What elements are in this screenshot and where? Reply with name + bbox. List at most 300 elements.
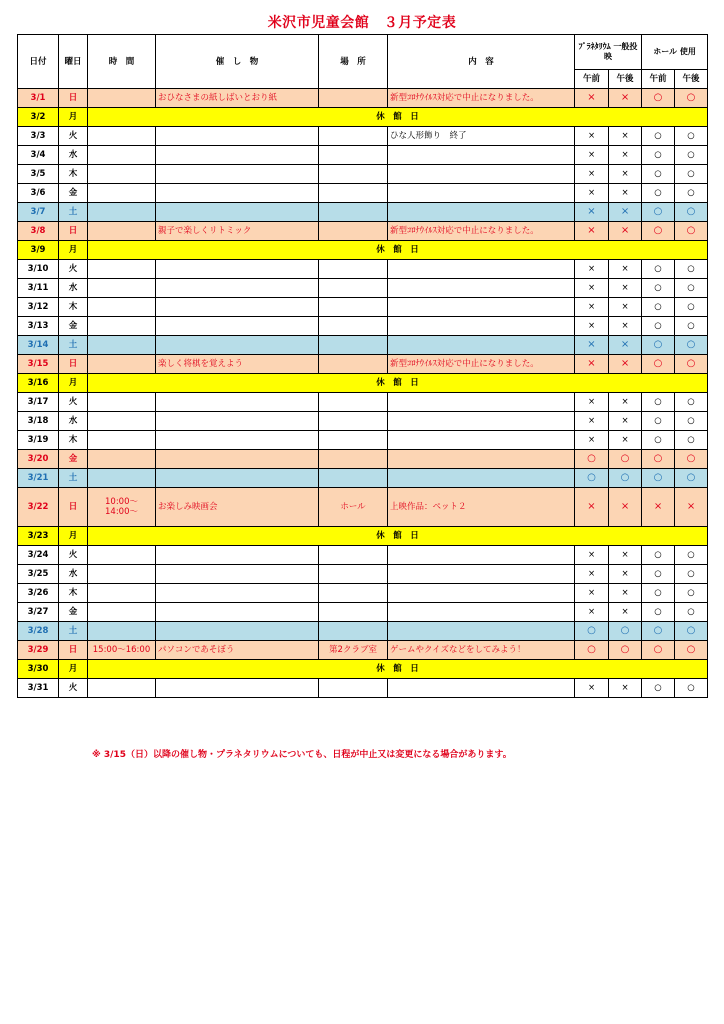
table-row: [18, 469, 708, 488]
table-row: [18, 108, 708, 127]
dow-cell: 月: [59, 527, 88, 546]
planetarium-am-mark: ×: [575, 146, 609, 165]
event-cell: お楽しみ映画会: [156, 488, 319, 527]
planetarium-am-mark: ×: [575, 203, 609, 222]
planetarium-pm-mark: ×: [609, 355, 642, 374]
time-cell: [88, 89, 156, 108]
planetarium-am-mark: ×: [575, 565, 609, 584]
event-cell: [156, 260, 319, 279]
date-cell: 3/28: [18, 622, 59, 641]
event-cell: [156, 146, 319, 165]
planetarium-pm-mark: ×: [609, 165, 642, 184]
time-cell: [88, 298, 156, 317]
content-cell: [388, 298, 575, 317]
time-cell: [88, 393, 156, 412]
dow-cell: 木: [59, 584, 88, 603]
hall-am-mark: ○: [642, 260, 675, 279]
planetarium-am-mark: ×: [575, 165, 609, 184]
hall-am-mark: ○: [642, 355, 675, 374]
event-cell: [156, 412, 319, 431]
dow-cell: 土: [59, 336, 88, 355]
planetarium-pm-mark: ×: [609, 146, 642, 165]
place-cell: [319, 89, 388, 108]
planetarium-pm-mark: ○: [609, 450, 642, 469]
hall-pm-mark: ○: [675, 565, 708, 584]
hall-pm-mark: ○: [675, 298, 708, 317]
hall-am-mark: ○: [642, 622, 675, 641]
place-cell: [319, 127, 388, 146]
hall-am-mark: ○: [642, 565, 675, 584]
date-cell: 3/11: [18, 279, 59, 298]
closed-label: 休 館 日: [88, 241, 708, 260]
hall-am-mark: ○: [642, 584, 675, 603]
hall-am-mark: ○: [642, 184, 675, 203]
dow-cell: 月: [59, 241, 88, 260]
table-row: [18, 603, 708, 622]
hall-pm-mark: ○: [675, 89, 708, 108]
table-row: [18, 127, 708, 146]
header-planetarium-am: 午前: [575, 70, 609, 89]
date-cell: 3/24: [18, 546, 59, 565]
hall-am-mark: ○: [642, 203, 675, 222]
place-cell: [319, 622, 388, 641]
date-cell: 3/30: [18, 660, 59, 679]
place-cell: [319, 679, 388, 698]
place-cell: [319, 146, 388, 165]
closed-label: 休 館 日: [88, 527, 708, 546]
planetarium-am-mark: ×: [575, 127, 609, 146]
event-cell: [156, 565, 319, 584]
time-cell: [88, 622, 156, 641]
planetarium-pm-mark: ×: [609, 584, 642, 603]
place-cell: [319, 412, 388, 431]
planetarium-pm-mark: ×: [609, 260, 642, 279]
hall-am-mark: ○: [642, 165, 675, 184]
hall-pm-mark: ○: [675, 469, 708, 488]
dow-cell: 木: [59, 431, 88, 450]
time-cell: [88, 431, 156, 450]
place-cell: [319, 546, 388, 565]
place-cell: [319, 355, 388, 374]
planetarium-pm-mark: ×: [609, 279, 642, 298]
closed-label: 休 館 日: [88, 660, 708, 679]
content-cell: ひな人形飾り 終了: [388, 127, 575, 146]
hall-am-mark: ○: [642, 336, 675, 355]
planetarium-am-mark: ×: [575, 222, 609, 241]
time-cell: [88, 679, 156, 698]
date-cell: 3/15: [18, 355, 59, 374]
planetarium-pm-mark: ×: [609, 184, 642, 203]
place-cell: [319, 469, 388, 488]
header-planetarium-pm: 午後: [609, 70, 642, 89]
date-cell: 3/6: [18, 184, 59, 203]
date-cell: 3/18: [18, 412, 59, 431]
header-dow: 曜日: [59, 35, 88, 89]
dow-cell: 火: [59, 546, 88, 565]
date-cell: 3/8: [18, 222, 59, 241]
place-cell: [319, 393, 388, 412]
content-cell: [388, 412, 575, 431]
hall-am-mark: ×: [642, 488, 675, 527]
planetarium-pm-mark: ×: [609, 298, 642, 317]
header-event: 催 し 物: [156, 35, 319, 89]
table-row: [18, 279, 708, 298]
content-cell: [388, 260, 575, 279]
event-cell: [156, 450, 319, 469]
planetarium-pm-mark: ×: [609, 546, 642, 565]
schedule-table: [17, 34, 708, 698]
planetarium-pm-mark: ×: [609, 89, 642, 108]
place-cell: [319, 317, 388, 336]
planetarium-am-mark: ×: [575, 584, 609, 603]
table-row: [18, 450, 708, 469]
time-cell: [88, 317, 156, 336]
place-cell: [319, 203, 388, 222]
planetarium-am-mark: ×: [575, 393, 609, 412]
date-cell: 3/20: [18, 450, 59, 469]
dow-cell: 月: [59, 108, 88, 127]
time-cell: [88, 450, 156, 469]
content-cell: [388, 203, 575, 222]
hall-pm-mark: ○: [675, 622, 708, 641]
dow-cell: 日: [59, 355, 88, 374]
hall-am-mark: ○: [642, 89, 675, 108]
event-cell: おひなさまの紙しばいとおり紙: [156, 89, 319, 108]
hall-pm-mark: ○: [675, 584, 708, 603]
hall-am-mark: ○: [642, 222, 675, 241]
hall-am-mark: ○: [642, 412, 675, 431]
content-cell: [388, 165, 575, 184]
time-cell: [88, 584, 156, 603]
header-row: [18, 35, 708, 70]
table-row: [18, 584, 708, 603]
time-cell: [88, 336, 156, 355]
content-cell: [388, 393, 575, 412]
dow-cell: 水: [59, 279, 88, 298]
header-hall-pm: 午後: [675, 70, 708, 89]
dow-cell: 月: [59, 374, 88, 393]
hall-pm-mark: ○: [675, 412, 708, 431]
table-row: [18, 488, 708, 527]
hall-pm-mark: ○: [675, 260, 708, 279]
place-cell: [319, 450, 388, 469]
time-cell: [88, 203, 156, 222]
hall-pm-mark: ○: [675, 127, 708, 146]
dow-cell: 水: [59, 146, 88, 165]
table-row: [18, 374, 708, 393]
hall-am-mark: ○: [642, 679, 675, 698]
hall-am-mark: ○: [642, 546, 675, 565]
hall-pm-mark: ○: [675, 450, 708, 469]
event-cell: 親子で楽しくリトミック: [156, 222, 319, 241]
content-cell: 上映作品：ペット２: [388, 488, 575, 527]
table-row: [18, 641, 708, 660]
date-cell: 3/19: [18, 431, 59, 450]
planetarium-am-mark: ×: [575, 184, 609, 203]
planetarium-am-mark: ×: [575, 336, 609, 355]
planetarium-am-mark: ×: [575, 412, 609, 431]
time-cell: [88, 279, 156, 298]
time-cell: [88, 222, 156, 241]
hall-pm-mark: ○: [675, 641, 708, 660]
time-cell: [88, 355, 156, 374]
time-cell: [88, 469, 156, 488]
content-cell: [388, 622, 575, 641]
place-cell: [319, 298, 388, 317]
date-cell: 3/10: [18, 260, 59, 279]
planetarium-am-mark: ×: [575, 603, 609, 622]
date-cell: 3/23: [18, 527, 59, 546]
content-cell: [388, 317, 575, 336]
hall-am-mark: ○: [642, 469, 675, 488]
time-cell: [88, 146, 156, 165]
date-cell: 3/27: [18, 603, 59, 622]
table-row: [18, 679, 708, 698]
content-cell: 新型ｺﾛﾅｳｲﾙｽ対応で中止になりました。: [388, 222, 575, 241]
dow-cell: 木: [59, 165, 88, 184]
time-cell: [88, 546, 156, 565]
place-cell: [319, 260, 388, 279]
hall-pm-mark: ○: [675, 679, 708, 698]
hall-am-mark: ○: [642, 127, 675, 146]
header-time: 時 間: [88, 35, 156, 89]
table-row: [18, 222, 708, 241]
planetarium-pm-mark: ○: [609, 641, 642, 660]
hall-pm-mark: ○: [675, 184, 708, 203]
hall-pm-mark: ○: [675, 279, 708, 298]
event-cell: [156, 469, 319, 488]
place-cell: [319, 165, 388, 184]
event-cell: [156, 546, 319, 565]
planetarium-am-mark: ○: [575, 469, 609, 488]
event-cell: [156, 317, 319, 336]
event-cell: 楽しく将棋を覚えよう: [156, 355, 319, 374]
table-row: [18, 355, 708, 374]
table-row: [18, 89, 708, 108]
event-cell: [156, 679, 319, 698]
time-cell: 10:00～ 14:00～: [88, 488, 156, 527]
dow-cell: 日: [59, 89, 88, 108]
planetarium-pm-mark: ×: [609, 565, 642, 584]
hall-am-mark: ○: [642, 317, 675, 336]
table-row: [18, 527, 708, 546]
page-title: 米沢市児童会館 ３月予定表: [267, 15, 457, 31]
date-cell: 3/3: [18, 127, 59, 146]
planetarium-am-mark: ×: [575, 279, 609, 298]
date-cell: 3/21: [18, 469, 59, 488]
table-row: [18, 565, 708, 584]
content-cell: [388, 565, 575, 584]
date-cell: 3/26: [18, 584, 59, 603]
planetarium-pm-mark: ×: [609, 679, 642, 698]
hall-pm-mark: ×: [675, 488, 708, 527]
dow-cell: 火: [59, 679, 88, 698]
date-cell: 3/9: [18, 241, 59, 260]
hall-pm-mark: ○: [675, 146, 708, 165]
closed-label: 休 館 日: [88, 108, 708, 127]
table-row: [18, 203, 708, 222]
date-cell: 3/14: [18, 336, 59, 355]
table-row: [18, 241, 708, 260]
header-place: 場 所: [319, 35, 388, 89]
event-cell: [156, 431, 319, 450]
hall-am-mark: ○: [642, 641, 675, 660]
time-cell: 15:00～16:00: [88, 641, 156, 660]
content-cell: [388, 603, 575, 622]
planetarium-am-mark: ×: [575, 488, 609, 527]
hall-pm-mark: ○: [675, 222, 708, 241]
place-cell: [319, 279, 388, 298]
date-cell: 3/31: [18, 679, 59, 698]
dow-cell: 火: [59, 260, 88, 279]
content-cell: 新型ｺﾛﾅｳｲﾙｽ対応で中止になりました。: [388, 89, 575, 108]
place-cell: [319, 584, 388, 603]
dow-cell: 日: [59, 222, 88, 241]
date-cell: 3/4: [18, 146, 59, 165]
time-cell: [88, 165, 156, 184]
hall-am-mark: ○: [642, 603, 675, 622]
date-cell: 3/17: [18, 393, 59, 412]
planetarium-am-mark: ×: [575, 431, 609, 450]
place-cell: [319, 222, 388, 241]
hall-pm-mark: ○: [675, 317, 708, 336]
date-cell: 3/2: [18, 108, 59, 127]
date-cell: 3/5: [18, 165, 59, 184]
dow-cell: 金: [59, 603, 88, 622]
dow-cell: 日: [59, 641, 88, 660]
hall-pm-mark: ○: [675, 336, 708, 355]
planetarium-am-mark: ×: [575, 679, 609, 698]
planetarium-am-mark: ×: [575, 355, 609, 374]
content-cell: [388, 431, 575, 450]
hall-am-mark: ○: [642, 298, 675, 317]
event-cell: パソコンであそぼう: [156, 641, 319, 660]
content-cell: [388, 469, 575, 488]
event-cell: [156, 584, 319, 603]
date-cell: 3/29: [18, 641, 59, 660]
event-cell: [156, 184, 319, 203]
dow-cell: 土: [59, 203, 88, 222]
table-row: [18, 622, 708, 641]
event-cell: [156, 393, 319, 412]
content-cell: [388, 584, 575, 603]
hall-pm-mark: ○: [675, 431, 708, 450]
table-row: [18, 660, 708, 679]
planetarium-am-mark: ×: [575, 546, 609, 565]
event-cell: [156, 127, 319, 146]
hall-pm-mark: ○: [675, 546, 708, 565]
event-cell: [156, 203, 319, 222]
event-cell: [156, 622, 319, 641]
date-cell: 3/13: [18, 317, 59, 336]
date-cell: 3/25: [18, 565, 59, 584]
event-cell: [156, 279, 319, 298]
content-cell: [388, 546, 575, 565]
table-row: [18, 165, 708, 184]
hall-pm-mark: ○: [675, 355, 708, 374]
planetarium-pm-mark: ×: [609, 203, 642, 222]
table-row: [18, 546, 708, 565]
time-cell: [88, 603, 156, 622]
place-cell: ホール: [319, 488, 388, 527]
hall-pm-mark: ○: [675, 393, 708, 412]
dow-cell: 火: [59, 393, 88, 412]
header-date: 日付: [18, 35, 59, 89]
planetarium-pm-mark: ×: [609, 317, 642, 336]
planetarium-pm-mark: ○: [609, 469, 642, 488]
dow-cell: 木: [59, 298, 88, 317]
planetarium-pm-mark: ×: [609, 603, 642, 622]
dow-cell: 水: [59, 565, 88, 584]
time-cell: [88, 565, 156, 584]
header-hall-am: 午前: [642, 70, 675, 89]
dow-cell: 土: [59, 622, 88, 641]
table-row: [18, 146, 708, 165]
planetarium-am-mark: ×: [575, 260, 609, 279]
planetarium-am-mark: ○: [575, 450, 609, 469]
table-row: [18, 336, 708, 355]
planetarium-pm-mark: ×: [609, 127, 642, 146]
content-cell: [388, 450, 575, 469]
place-cell: [319, 336, 388, 355]
table-row: [18, 260, 708, 279]
date-cell: 3/22: [18, 488, 59, 527]
place-cell: 第2クラブ室: [319, 641, 388, 660]
dow-cell: 日: [59, 488, 88, 527]
table-row: [18, 317, 708, 336]
footnote: ※ 3/15（日）以降の催し物・プラネタリウムについても、日程が中止又は変更になる場合があります。: [92, 750, 512, 760]
event-cell: [156, 298, 319, 317]
table-row: [18, 431, 708, 450]
content-cell: [388, 279, 575, 298]
time-cell: [88, 127, 156, 146]
hall-am-mark: ○: [642, 393, 675, 412]
table-row: [18, 184, 708, 203]
closed-label: 休 館 日: [88, 374, 708, 393]
table-row: [18, 298, 708, 317]
planetarium-am-mark: ×: [575, 89, 609, 108]
planetarium-pm-mark: ×: [609, 222, 642, 241]
hall-am-mark: ○: [642, 431, 675, 450]
hall-am-mark: ○: [642, 450, 675, 469]
event-cell: [156, 165, 319, 184]
event-cell: [156, 336, 319, 355]
date-cell: 3/12: [18, 298, 59, 317]
content-cell: ゲームやクイズなどをしてみよう！: [388, 641, 575, 660]
hall-pm-mark: ○: [675, 603, 708, 622]
planetarium-pm-mark: ×: [609, 393, 642, 412]
planetarium-am-mark: ○: [575, 641, 609, 660]
header-planetarium: ﾌﾟﾗﾈﾀﾘｳﾑ 一般投映: [575, 35, 642, 70]
hall-pm-mark: ○: [675, 203, 708, 222]
dow-cell: 金: [59, 317, 88, 336]
planetarium-am-mark: ×: [575, 298, 609, 317]
time-cell: [88, 184, 156, 203]
header-hall: ホール 使用: [642, 35, 708, 70]
planetarium-am-mark: ○: [575, 622, 609, 641]
content-cell: [388, 146, 575, 165]
place-cell: [319, 603, 388, 622]
place-cell: [319, 565, 388, 584]
dow-cell: 火: [59, 127, 88, 146]
content-cell: 新型ｺﾛﾅｳｲﾙｽ対応で中止になりました。: [388, 355, 575, 374]
dow-cell: 月: [59, 660, 88, 679]
table-row: [18, 393, 708, 412]
planetarium-am-mark: ×: [575, 317, 609, 336]
dow-cell: 土: [59, 469, 88, 488]
hall-pm-mark: ○: [675, 165, 708, 184]
header-content: 内 容: [388, 35, 575, 89]
